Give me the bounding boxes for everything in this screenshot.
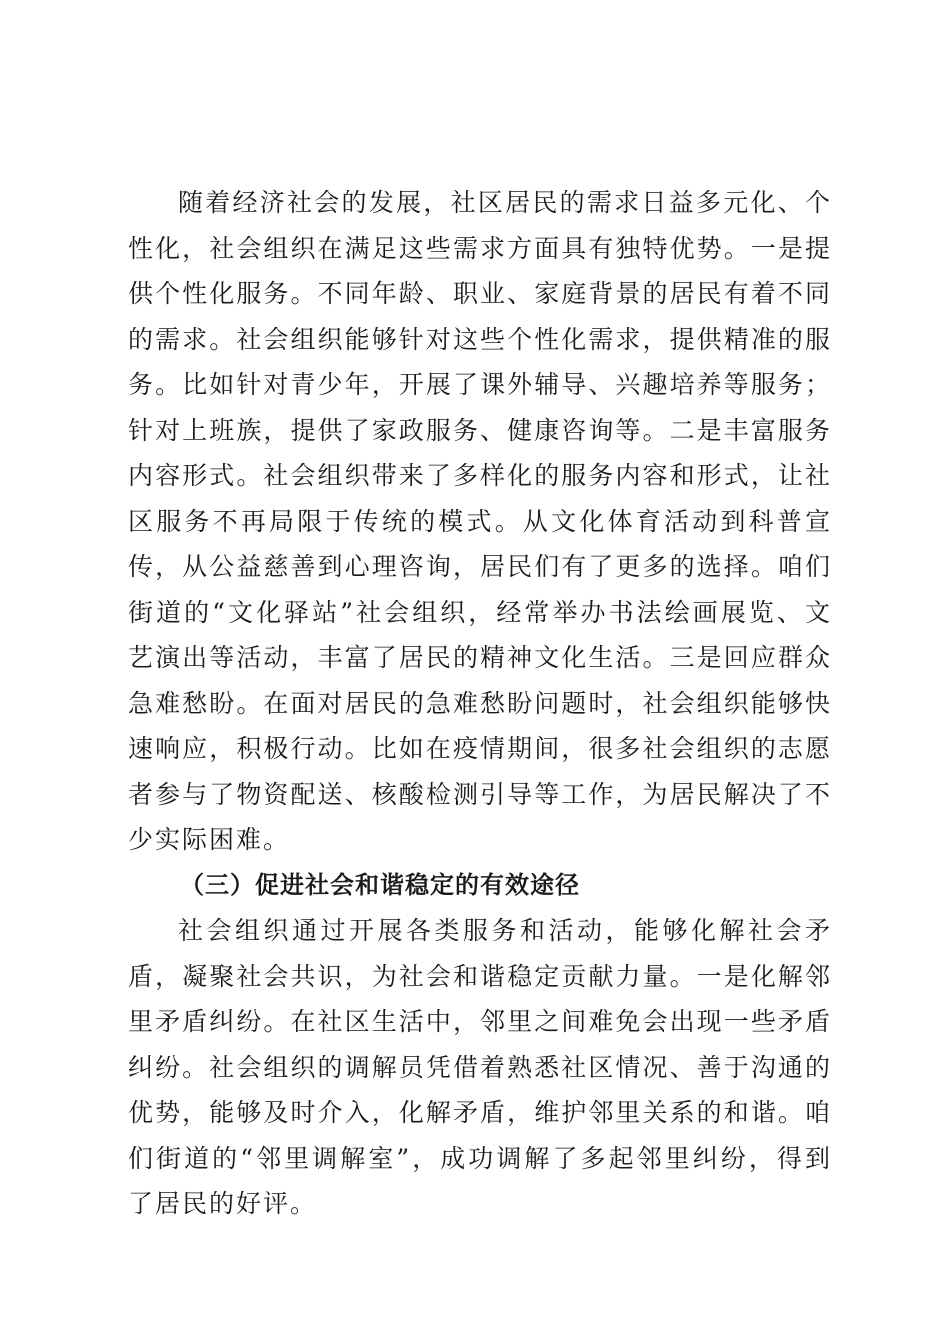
section-heading-3: （三）促进社会和谐稳定的有效途径 xyxy=(180,870,580,899)
paragraph-community-needs: 随着经济社会的发展，社区居民的需求日益多元化、个性化，社会组织在满足这些需求方面具有独特优势。一是提供个性化服务。不同年龄、职业、家庭背景的居民有着不同的需求。社会组织能够针对这些个性化需求，提供精准的服务。比如针对青少年，开展了课外辅导、兴趣培养等服务；针对上班族，提供了家政服务、健康咨询等。二是丰富服务内容形式。社会组织带来了多样化的服务内容和形式，让社区服务不再局限于传统的模式。从文化体育活动到科普宣传，从公益慈善到心理咨询，居民们有了更多的选择。咱们街道的“文化驿站”社会组织，经常举办书法绘画展览、文艺演出等活动，丰富了居民的精神文化生活。三是回应群众急难愁盼。在面对居民的急难愁盼问题时，社会组织能够快速响应，积极行动。比如在疫情期间，很多社会组织的志愿者参与了物资配送、核酸检测引导等工作，为居民解决了不少实际困难。 xyxy=(128,188,832,854)
document-body xyxy=(128,180,832,1227)
paragraph-social-harmony: 社会组织通过开展各类服务和活动，能够化解社会矛盾，凝聚社会共识，为社会和谐稳定贡献力量。一是化解邻里矛盾纠纷。在社区生活中，邻里之间难免会出现一些矛盾纠纷。社会组织的调解员凭借着熟悉社区情况、善于沟通的优势，能够及时介入，化解矛盾，维护邻里关系的和谐。咱们街道的“邻里调解室”，成功调解了多起邻里纠纷，得到了居民的好评。 xyxy=(128,916,832,1218)
